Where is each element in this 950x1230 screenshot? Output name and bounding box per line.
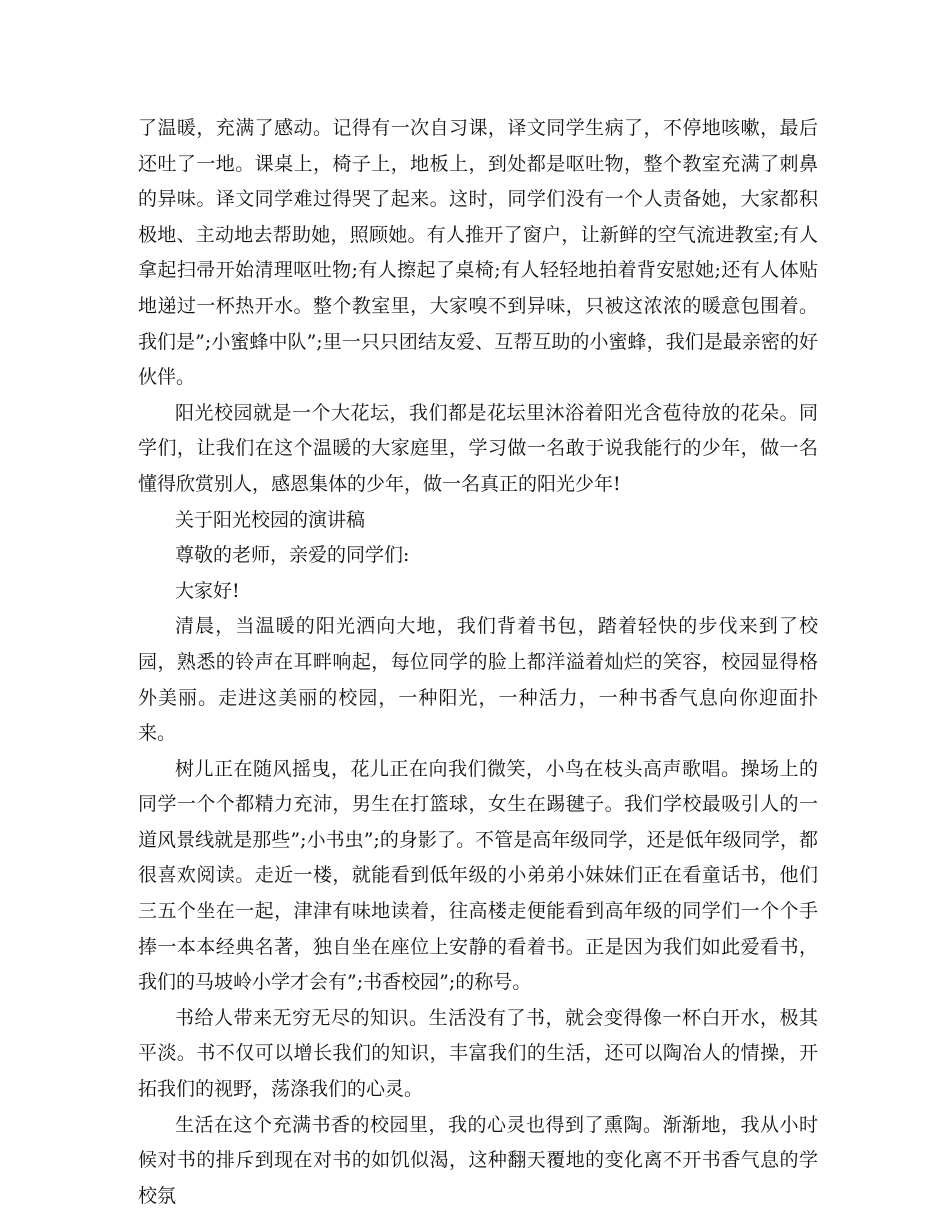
- salutation: 尊敬的老师，亲爱的同学们:: [175, 544, 410, 567]
- paragraph-campus-scene: 树儿正在随风摇曳，花儿正在向我们微笑，小鸟在枝头高声歌唱。操场上的同学一个个都精力充沛，男生在打篮球，女生在踢毽子。我们学校最吸引人的一道风景线就是那些”;小书虫”;的身影了。不管是高年级同学，还是低年级同学，都很喜欢阅读。走近一楼，就能看到低年级的小弟弟小妹妹们正在看童话书，他们三五个坐在一起，津津有味地读着，往高楼走便能看到高年级的同学们一个个手捧一本本经典名著，独自坐在座位上安静的看着书。正是因为我们如此爱看书，我们的马坡岭小学才会有”;书香校园”;的称号。: [138, 757, 818, 994]
- greeting: 大家好!: [175, 579, 240, 602]
- paragraph-influence: 生活在这个充满书香的校园里，我的心灵也得到了熏陶。渐渐地，我从小时候对书的排斥到现在对书的如饥似渴，这种翻天覆地的变化离不开书香气息的学校氛: [138, 1113, 818, 1207]
- paragraph-morning: 清晨，当温暖的阳光洒向大地，我们背着书包，踏着轻快的步伐来到了校园，熟悉的铃声在耳畔响起，每位同学的脸上都洋溢着灿烂的笑容，校园显得格外美丽。走进这美丽的校园，一种阳光，一种活力，一种书香气息向你迎面扑来。: [138, 615, 818, 745]
- document-body: [138, 111, 818, 1214]
- paragraph-1: 了温暖，充满了感动。记得有一次自习课，译文同学生病了，不停地咳嗽，最后还吐了一地。课桌上，椅子上，地板上，到处都是呕吐物，整个教室充满了刺鼻的异味。译文同学难过得哭了起来。这时，同学们没有一个人责备她，大家都积极地、主动地去帮助她，照顾她。有人推开了窗户，让新鲜的空气流进教室;有人拿起扫帚开始清理呕吐物;有人擦起了桌椅;有人轻轻地拍着背安慰她;还有人体贴地递过一杯热开水。整个教室里，大家嗅不到异味，只被这浓浓的暖意包围着。我们是”;小蜜蜂中队”;里一只只团结友爱、互帮互助的小蜜蜂，我们是最亲密的好伙伴。: [138, 117, 818, 389]
- paragraph-2: 阳光校园就是一个大花坛，我们都是花坛里沐浴着阳光含苞待放的花朵。同学们，让我们在这个温暖的大家庭里，学习做一名敢于说我能行的少年，做一名懂得欣赏别人，感恩集体的少年，做一名真正的阳光少年!: [138, 401, 818, 495]
- speech-title: 关于阳光校园的演讲稿: [175, 508, 366, 531]
- paragraph-books: 书给人带来无穷无尽的知识。生活没有了书，就会变得像一杯白开水，极其平淡。书不仅可以增长我们的知识，丰富我们的生活，还可以陶冶人的情操，开拓我们的视野，荡涤我们的心灵。: [138, 1006, 818, 1101]
